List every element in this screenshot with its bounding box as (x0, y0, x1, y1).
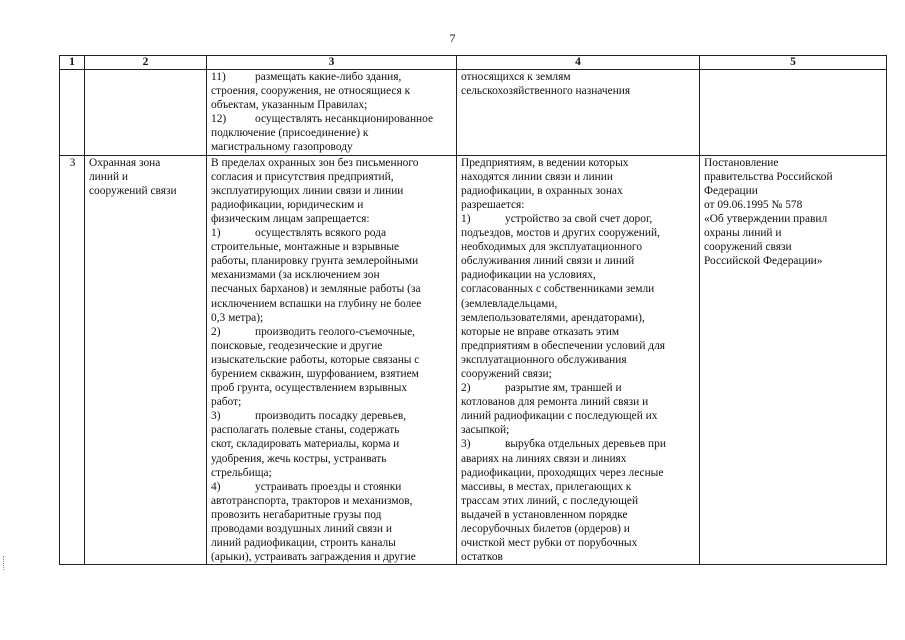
item-text: 0,3 метра); (211, 311, 264, 324)
item-number: 4) (211, 480, 221, 493)
cell-prohibitions (207, 70, 457, 156)
text-line (461, 226, 696, 240)
item-text: лесорубочных билетов (ордеров) и (461, 523, 630, 535)
item-text: исключением вспашки на глубину не более (211, 297, 422, 310)
text-line (211, 282, 453, 296)
item-text: радиофикации, в охранных зонах (461, 184, 623, 197)
text-line (211, 381, 453, 395)
cell-permissions (457, 155, 700, 565)
text-line (461, 268, 696, 282)
text-line (211, 437, 453, 451)
text-line (211, 353, 453, 367)
text-line (211, 423, 453, 437)
text-line (211, 325, 453, 339)
text-line (461, 156, 696, 170)
item-text: В пределах охранных зон без письменного (211, 156, 419, 169)
cell-permissions (457, 70, 700, 156)
item-text: (землевладельцами, (461, 297, 558, 310)
item-text: устройство за свой счет дорог, (505, 212, 653, 225)
header-cell: 5 (700, 56, 887, 70)
text-line: Охранная зона (89, 156, 161, 169)
text-line (461, 423, 696, 437)
item-text: авариях на линиях связи и линиях (461, 452, 627, 465)
text-line (461, 550, 696, 564)
text-line (211, 126, 453, 140)
item-text: согласованных с собственниками земли (461, 283, 655, 296)
text-line (211, 112, 453, 126)
table-row-continued (60, 70, 887, 156)
item-number: 11) (211, 71, 226, 83)
item-text: радиофикации на условиях, (461, 269, 596, 282)
cell-legal-basis (700, 155, 887, 565)
text-line (211, 84, 453, 98)
cell-number: 3 (60, 155, 85, 565)
text-line (461, 339, 696, 353)
text-line: Российской Федерации» (704, 255, 823, 268)
text-line (461, 353, 696, 367)
text-line (211, 240, 453, 254)
text-line: от 09.06.1995 № 578 (704, 198, 803, 211)
text-line (211, 212, 453, 226)
item-text: песчаных барханов) и земляные работы (за (211, 283, 421, 296)
item-text: остатков (461, 551, 503, 564)
item-text: массивы, в местах, прилегающих к (461, 480, 632, 493)
item-text: необходимых для эксплуатационного (461, 241, 643, 254)
text-line (461, 536, 696, 550)
item-text: магистральному газопроводу (211, 141, 353, 154)
text-line (211, 98, 453, 112)
item-text: поисковые, геодезические и другие (211, 339, 383, 352)
item-number: 12) (211, 113, 227, 126)
item-text: осуществлять несанкционированное (255, 113, 434, 126)
item-number: 3) (211, 410, 221, 423)
item-text: автотранспорта, тракторов и механизмов, (211, 494, 413, 507)
text-line (211, 409, 453, 423)
item-text: котлованов для ремонта линий связи и (461, 396, 649, 409)
item-text: радиофикации, проходящих через лесные (461, 466, 664, 479)
item-text: эксплуатационного обслуживания (461, 353, 627, 366)
item-number: 1) (461, 212, 471, 225)
item-text: выдачей в установленном порядке (461, 508, 628, 521)
item-text: производить посадку деревьев, (255, 410, 407, 423)
item-text: разрытие ям, траншей и (505, 382, 622, 395)
item-number: 2) (211, 325, 221, 338)
item-text: механизмами (за исключением зон (211, 269, 380, 282)
text-line (211, 395, 453, 409)
item-text: бурением скважин, шурфованием, взятием (211, 367, 419, 380)
text-line (461, 522, 696, 536)
item-text: очисткой мест рубки от порубочных (461, 537, 638, 550)
text-line: Постановление (704, 156, 779, 169)
item-text: строения, сооружения, не относящиеся к (211, 85, 411, 98)
item-text: проб грунта, осуществлением взрывных (211, 382, 408, 395)
text-line (461, 395, 696, 409)
text-line (461, 240, 696, 254)
text-line: относящихся к землям (461, 71, 571, 83)
item-text: находятся линии связи и линии (461, 170, 613, 183)
item-text: подъездов, мостов и других сооружений, (461, 227, 660, 240)
item-text: провозить негабаритные грузы под (211, 508, 382, 521)
header-cell: 4 (457, 56, 700, 70)
item-text: проводами воздушных линий связи и (211, 523, 392, 535)
page-number: 7 (449, 31, 456, 45)
text-line (461, 282, 696, 296)
text-line (211, 339, 453, 353)
text-line: линий и (89, 170, 129, 183)
item-text: физическим лицам запрещается: (211, 212, 370, 225)
item-text: предприятиям в обеспечении условий для (461, 339, 666, 352)
text-line (461, 254, 696, 268)
item-text: удобрения, жечь костры, устраивать (211, 452, 387, 465)
item-number: 2) (461, 382, 471, 395)
item-text: линий радиофикации, строить каналы (211, 537, 396, 550)
item-number: 1) (211, 227, 221, 240)
item-text: засыпкой; (461, 424, 510, 437)
text-line: сооружений связи (89, 184, 177, 197)
item-text: Предприятиям, в ведении которых (461, 156, 629, 169)
item-text: размещать какие-либо здания, (255, 71, 402, 83)
text-line (211, 156, 453, 170)
cell-prohibitions (207, 155, 457, 565)
text-line (211, 140, 453, 154)
item-text: производить геолого-съемочные, (255, 325, 416, 338)
text-line (461, 452, 696, 466)
item-text: которые не вправе отказать этим (461, 325, 620, 338)
item-number: 3) (461, 438, 471, 451)
text-line (211, 254, 453, 268)
text-line (461, 198, 696, 212)
text-line (211, 452, 453, 466)
item-text: радиофикации, юридическим и (211, 198, 364, 211)
text-line (461, 409, 696, 423)
header-cell: 1 (60, 56, 85, 70)
text-line (461, 381, 696, 395)
item-text: согласия и присутствия предприятий, (211, 170, 394, 183)
item-text: обслуживания линий связи и линий (461, 255, 635, 268)
item-text: работы, планировку грунта землеройными (211, 255, 419, 268)
margin-mark (3, 556, 5, 570)
item-text: вырубка отдельных деревьев при (505, 438, 666, 451)
text-line (461, 367, 696, 381)
text-line (211, 226, 453, 240)
text-line: правительства Российской (704, 170, 833, 183)
cell-zone (85, 70, 207, 156)
text-line: охраны линий и (704, 227, 782, 240)
text-line (461, 508, 696, 522)
header-cell: 2 (85, 56, 207, 70)
text-line (211, 522, 453, 536)
text-line (211, 170, 453, 184)
text-line (461, 311, 696, 325)
text-line (211, 184, 453, 198)
text-line (211, 536, 453, 550)
cell-number (60, 70, 85, 156)
item-text: изыскательские работы, которые связаны с (211, 353, 420, 366)
item-text: осуществлять всякого рода (255, 227, 386, 240)
table-row-3 (60, 155, 887, 565)
item-text: строительные, монтажные и взрывные (211, 241, 400, 254)
item-text: разрешается: (461, 198, 525, 211)
text-line (211, 508, 453, 522)
item-text: стрельбища; (211, 466, 272, 479)
regulations-table (59, 55, 887, 565)
item-text: располагать полевые станы, содержать (211, 424, 400, 437)
text-line (461, 325, 696, 339)
text-line (211, 311, 453, 325)
text-line (211, 494, 453, 508)
text-line (461, 480, 696, 494)
item-text: эксплуатирующих линии связи и линии (211, 184, 404, 197)
text-line: Федерации (704, 184, 758, 197)
item-text: подключение (присоединение) к (211, 127, 369, 140)
item-text: объектам, указанным Правилах; (211, 99, 368, 112)
header-cell: 3 (207, 56, 457, 70)
cell-legal-basis (700, 70, 887, 156)
item-text: землепользователями, арендаторами), (461, 311, 645, 324)
text-line (461, 212, 696, 226)
text-line (461, 466, 696, 480)
text-line (211, 70, 453, 84)
text-line (211, 367, 453, 381)
text-line: сельскохозяйственного назначения (461, 85, 631, 98)
cell-zone (85, 155, 207, 565)
item-text: устраивать проезды и стоянки (255, 480, 402, 493)
header-row (60, 56, 887, 70)
text-line (461, 170, 696, 184)
text-line (211, 550, 453, 564)
text-line (461, 297, 696, 311)
text-line: «Об утверждении правил (704, 212, 828, 225)
text-line (211, 466, 453, 480)
item-text: работ; (211, 396, 242, 409)
item-text: сооружений связи; (461, 367, 552, 380)
text-line (461, 184, 696, 198)
text-line (461, 437, 696, 451)
text-line (211, 480, 453, 494)
item-text: (арыки), устраивать заграждения и другие (211, 551, 416, 564)
text-line: сооружений связи (704, 241, 792, 254)
text-line (211, 198, 453, 212)
item-text: трассам этих линий, с последующей (461, 494, 639, 507)
text-line (211, 297, 453, 311)
text-line (461, 494, 696, 508)
item-text: скот, складировать материалы, корма и (211, 438, 400, 451)
text-line (211, 268, 453, 282)
item-text: линий радиофикации с последующей их (461, 410, 658, 423)
